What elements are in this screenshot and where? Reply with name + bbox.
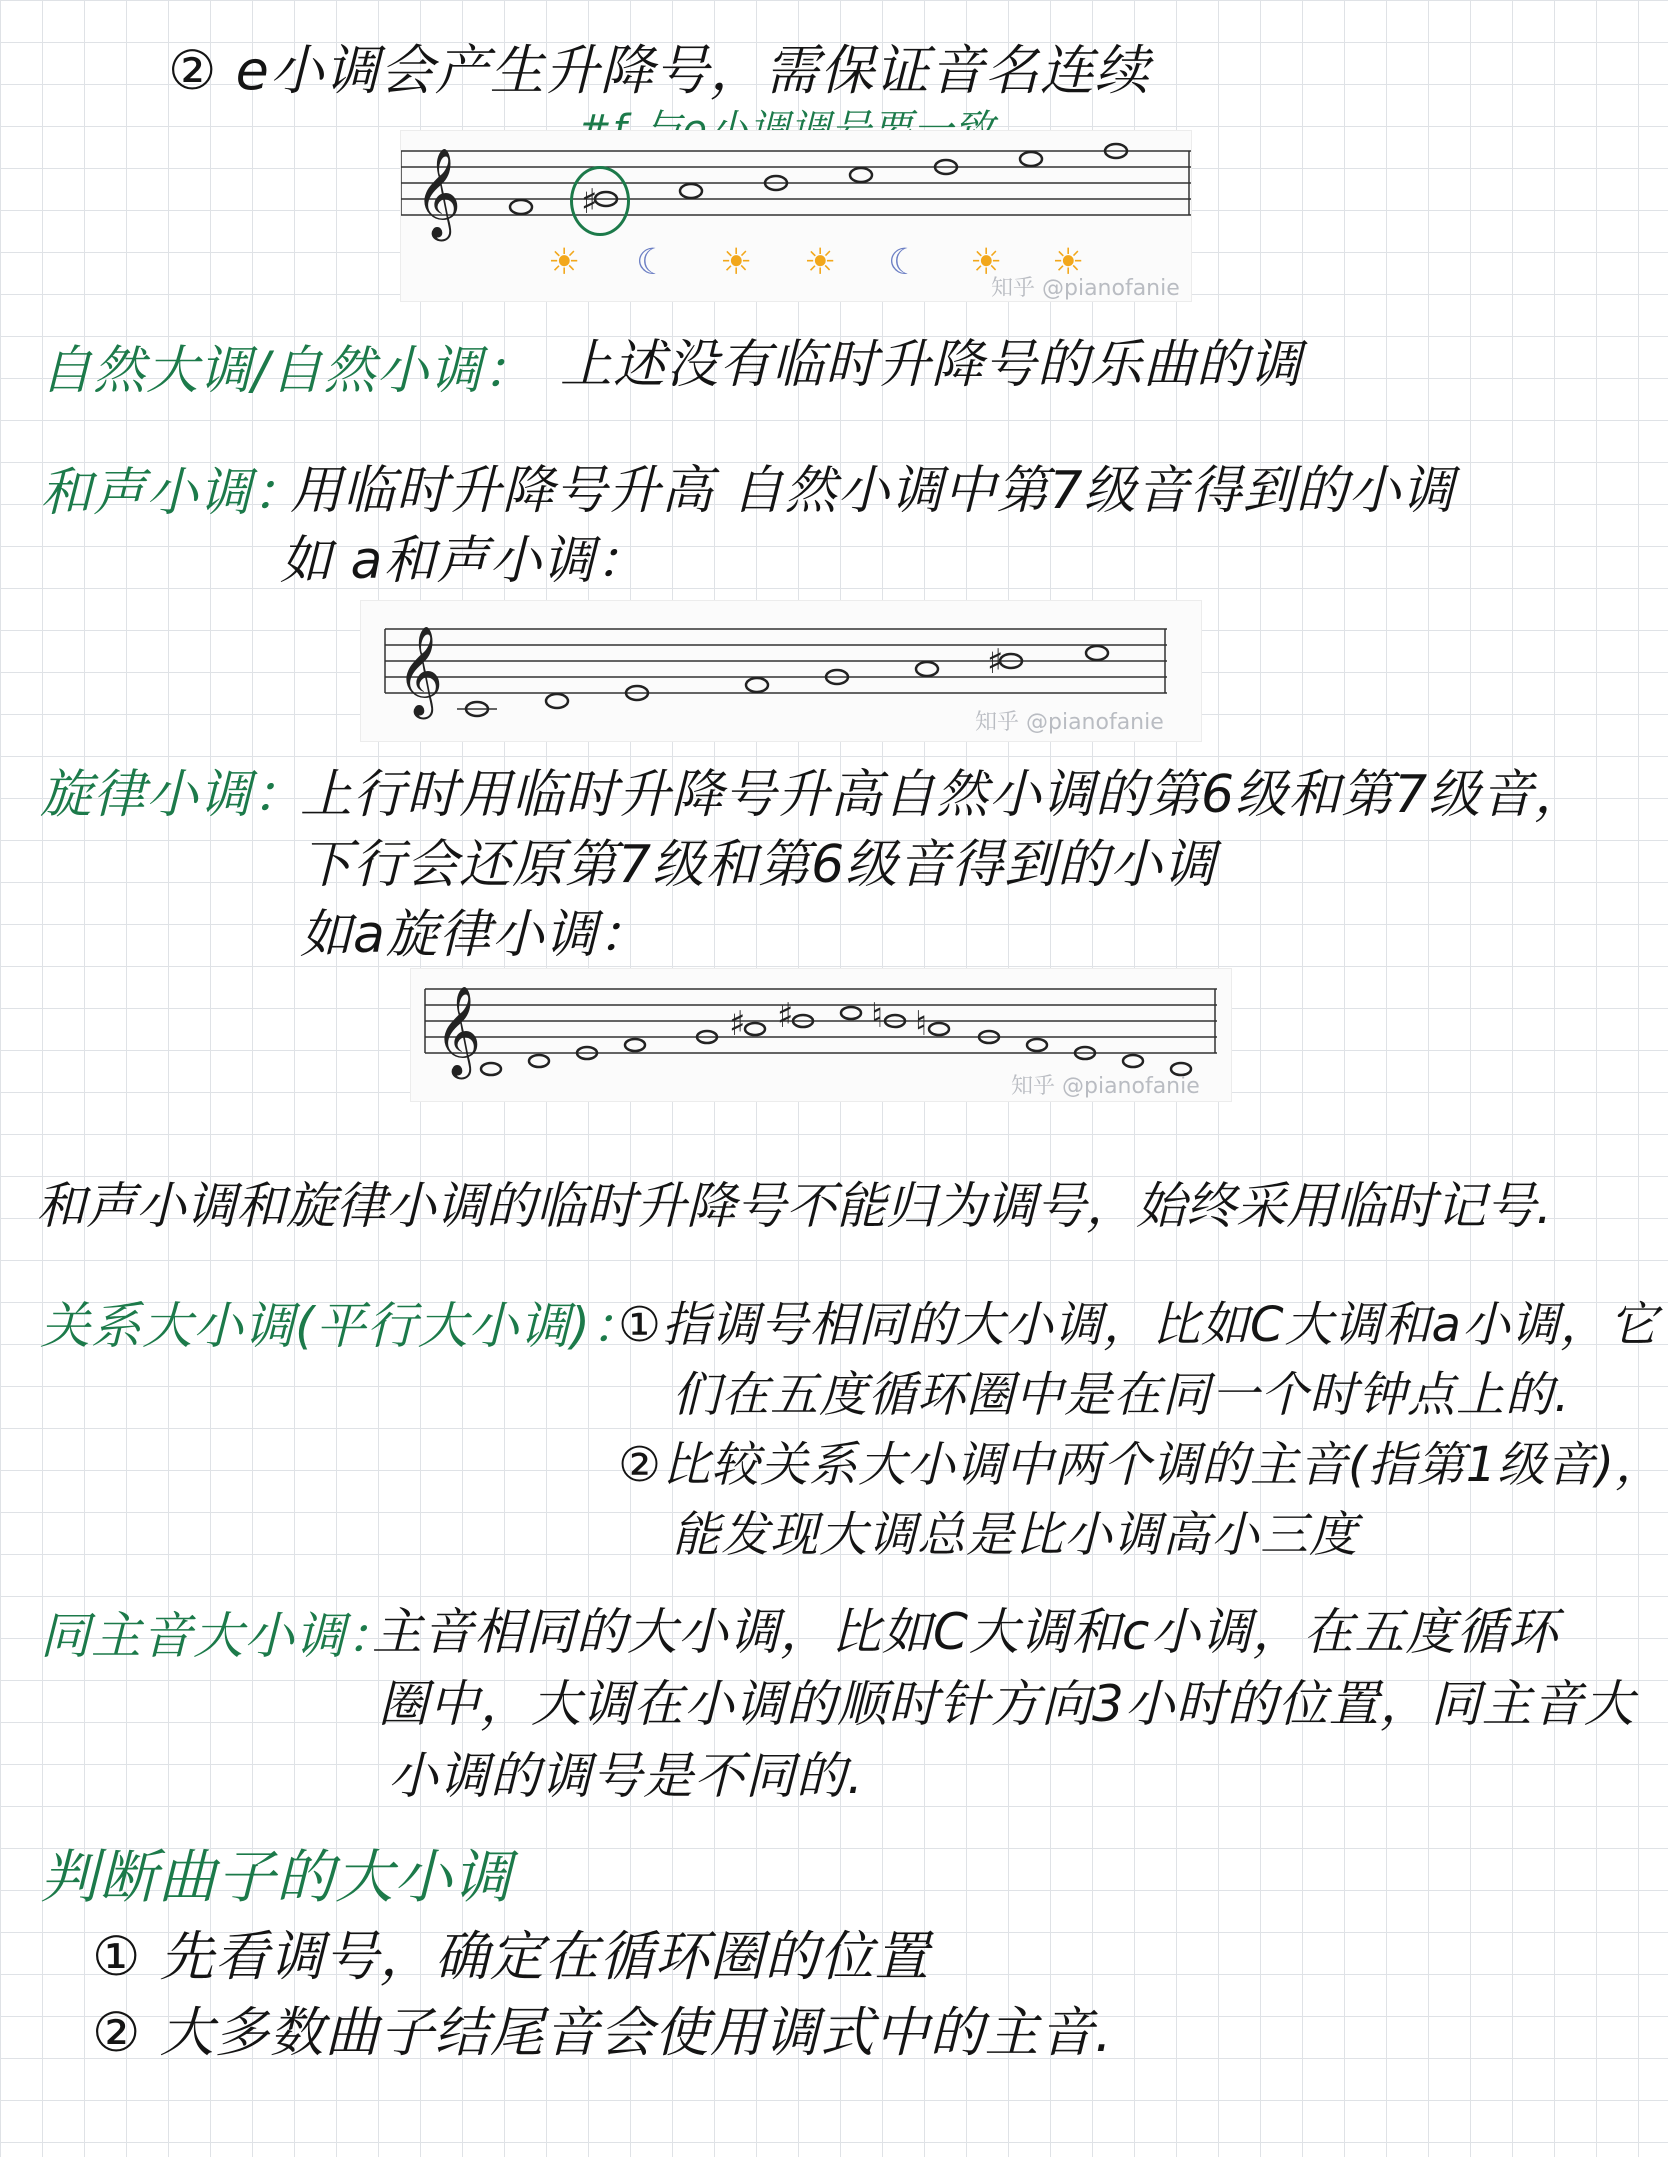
accidental-rule: 和声小调和旋律小调的临时升降号不能归为调号，始终采用临时记号.: [36, 1177, 1552, 1235]
relative-label: 关系大小调(平行大小调)：: [40, 1297, 643, 1355]
relative-text-2b: 能发现大调总是比小调高小三度: [672, 1507, 1359, 1563]
melodic-text-2: 下行会还原第7级和第6级音得到的小调: [300, 835, 1217, 895]
sun-icon: ☀: [804, 242, 837, 283]
melodic-example: 如a旋律小调：: [300, 905, 651, 965]
treble-clef-icon: 𝄞: [435, 986, 482, 1076]
moon-icon: ☾: [888, 242, 921, 283]
harmonic-example: 如 a和声小调：: [280, 531, 649, 591]
judge-label: 判断曲子的大小调: [40, 1843, 513, 1911]
harmonic-label: 和声小调：: [40, 463, 306, 523]
watermark-zhihu: 知乎 @pianofanie: [991, 276, 1180, 301]
watermark-zhihu: 知乎 @pianofanie: [1011, 1074, 1200, 1099]
harmonic-text: 用临时升降号升高 自然小调中第7级音得到的小调: [290, 461, 1455, 521]
natural-label: 自然大调/自然小调：: [40, 341, 536, 401]
relative-text-1a: ①指调号相同的大小调，比如C大调和a小调，它: [618, 1297, 1658, 1353]
sun-icon: ☀: [720, 242, 753, 283]
sun-icon: ☀: [548, 242, 581, 283]
sun-icon: ☀: [1052, 242, 1085, 283]
svg-text:♯: ♯: [777, 996, 794, 1036]
svg-text:♯: ♯: [581, 182, 598, 222]
melodic-label: 旋律小调：: [40, 765, 306, 825]
parallel-text-3: 小调的调号是不同的.: [388, 1747, 864, 1805]
parallel-text-1: 主音相同的大小调，比如C大调和c小调，在五度循环: [372, 1603, 1559, 1661]
judge-step-1: ① 先看调号，确定在循环圈的位置: [92, 1925, 930, 1988]
relative-text-1b: 们在五度循环圈中是在同一个时钟点上的.: [672, 1367, 1571, 1423]
parallel-text-2: 圈中，大调在小调的顺时针方向3小时的位置，同主音大: [378, 1675, 1635, 1733]
svg-text:♮: ♮: [915, 1004, 928, 1044]
svg-text:♮: ♮: [871, 996, 884, 1036]
melodic-text-1: 上行时用临时升降号升高自然小调的第6级和第7级音，: [300, 765, 1588, 825]
relative-text-2a: ②比较关系大小调中两个调的主音(指第1级音)，: [618, 1437, 1665, 1493]
svg-text:♯: ♯: [987, 642, 1004, 682]
moon-icon: ☾: [636, 242, 669, 283]
natural-text: 上述没有临时升降号的乐曲的调: [560, 335, 1303, 395]
sun-icon: ☀: [970, 242, 1003, 283]
a-melodic-minor-notation: [410, 968, 1232, 1102]
judge-step-2: ② 大多数曲子结尾音会使用调式中的主音.: [92, 2001, 1113, 2064]
parallel-label: 同主音大小调：: [40, 1607, 397, 1665]
treble-clef-icon: 𝄞: [397, 626, 444, 716]
treble-clef-icon: 𝄞: [415, 148, 462, 238]
a-harmonic-minor-notation: [360, 600, 1202, 742]
fsharp-circle: [570, 166, 630, 236]
e-minor-heading: ② e小调会产生升降号，需保证音名连续: [168, 39, 1150, 102]
svg-text:♯: ♯: [729, 1004, 746, 1044]
watermark-zhihu: 知乎 @pianofanie: [975, 710, 1164, 735]
